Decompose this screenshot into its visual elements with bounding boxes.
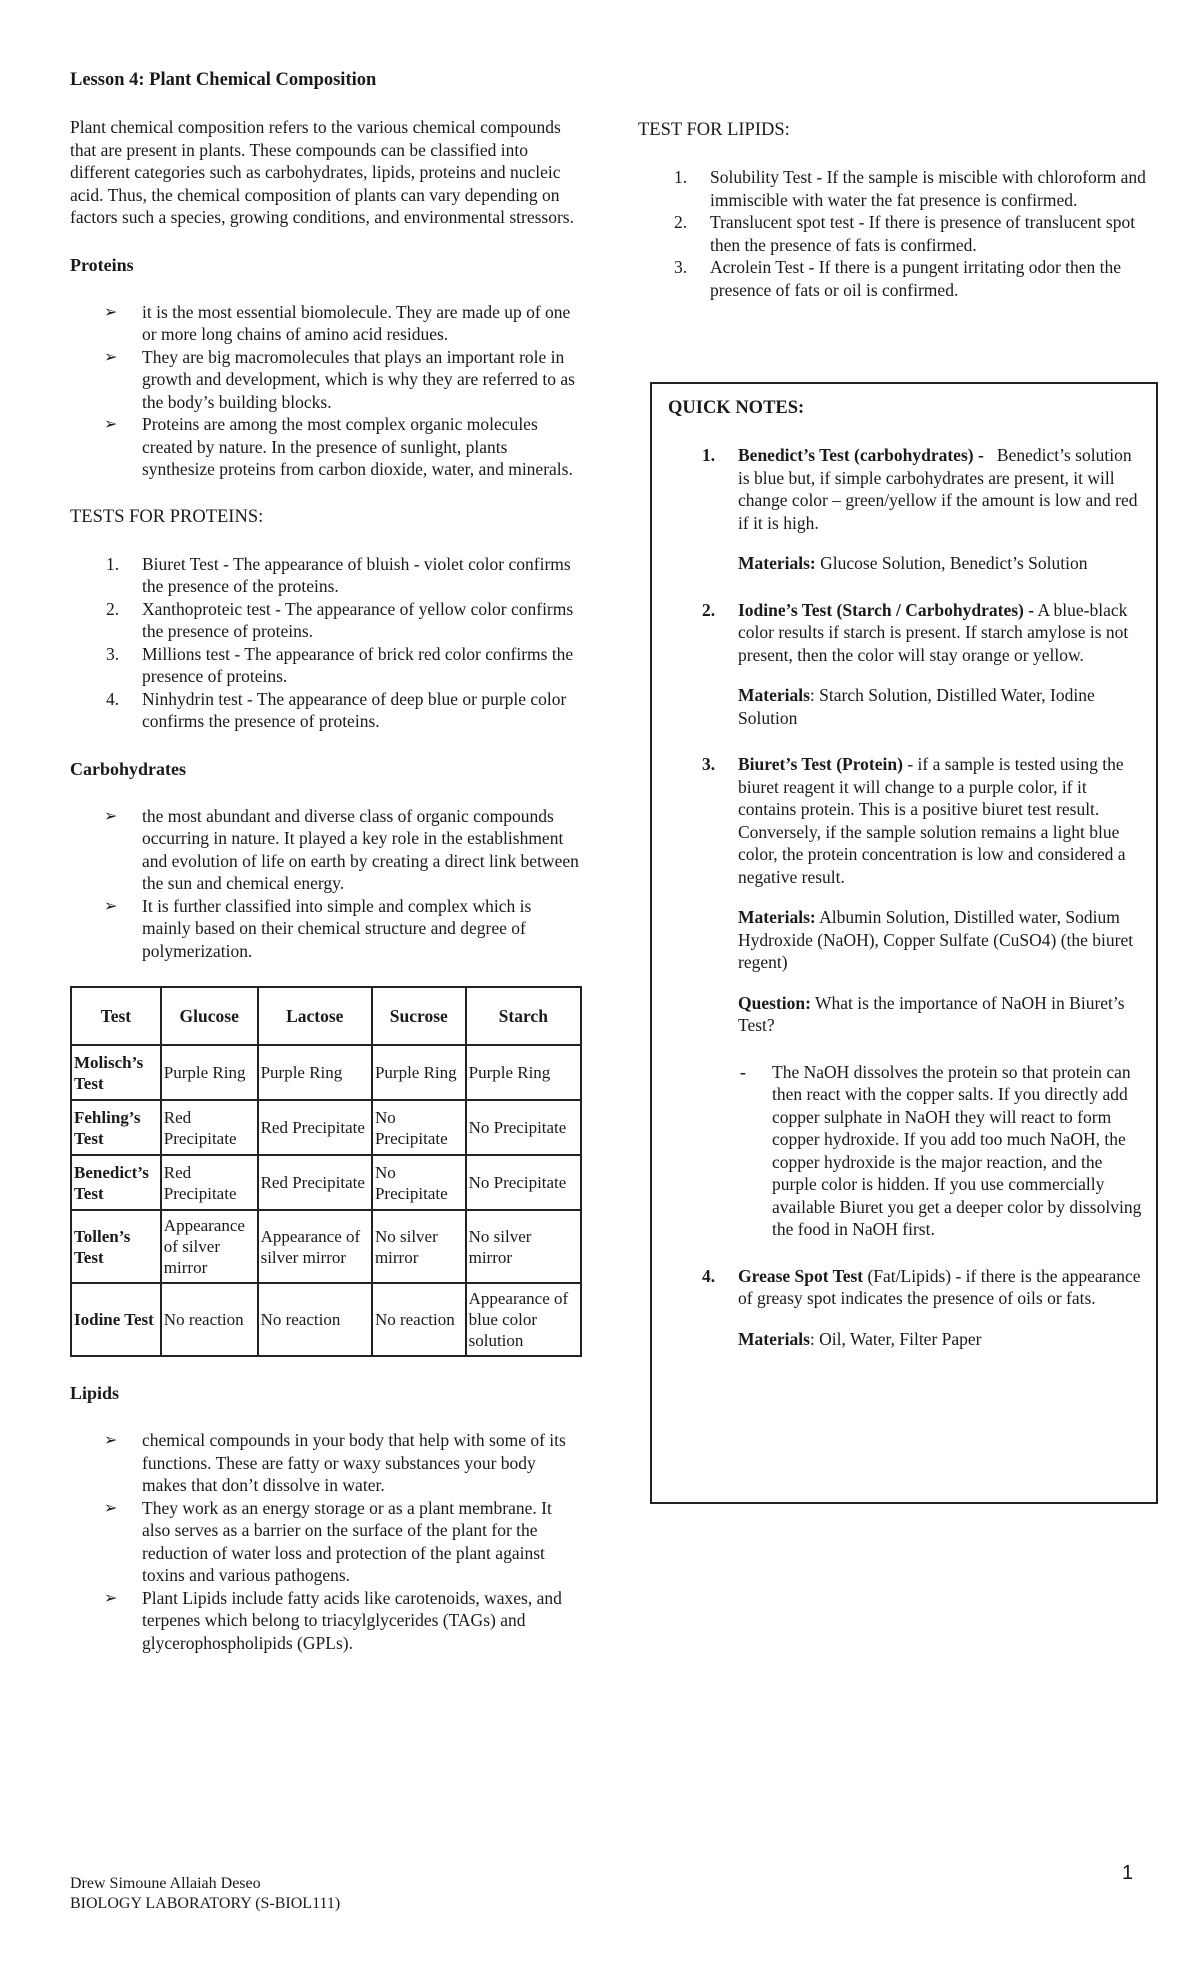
answer-item: - The NaOH dissolves the protein so that protein can then react with the copper salts. If you directly add copper sulphate in NaOH they will react to form copper hydroxide. If you add too much NaOH, the copper hydroxide is the major reaction, and the purple color is hidden. If you use commercially available Biuret you get a deeper color by dissolving the food in NaOH first. [740,1061,1142,1239]
list-item: ➢ They are big macromolecules that plays an important role in growth and development, which is why they are referred to as the body’s building blocks. [104,346,575,412]
list-item: ➢ Plant Lipids include fatty acids like carotenoids, waxes, and terpenes which belong to triacylglycerides (TAGs) and glycerophospholipids (GPLs). [104,1587,562,1653]
table-row [71,1155,581,1210]
table-cell: Appearance of silver mirror [258,1210,372,1283]
quick-note-biuret: 3. Biuret’s Test (Protein) - if a sample is tested using the biuret reagent it will change to a purple color, if it contains protein. This is a positive biuret test result. Conversely, if the sample solution remains a light blue color, the protein concentration is low and considered a negative result. [702,754,1126,887]
quick-note-benedicts: 1. Benedict’s Test (carbohydrates) - Benedict’s solution is blue but, if simple carbohydrates are present, it will change color – green/yellow if the amount is low and red if it is high. [702,445,1138,533]
arrow-bullet-icon: ➢ [104,1430,118,1449]
carbohydrate-tests-table [70,986,582,1357]
quick-note-iodine: 2. Iodine’s Test (Starch / Carbohydrates) - A blue-black color results if starch is present. If starch amylose is not present, then the color will stay orange or yellow. [702,599,1129,665]
table-header-cell: Glucose [161,987,258,1045]
list-item: 2. Translucent spot test - If there is presence of translucent spot then the presence of fats is confirmed. [674,212,1136,255]
proteins-heading: Proteins [70,254,134,275]
table-header-cell: Sucrose [372,987,466,1045]
list-item: ➢ the most abundant and diverse class of organic compounds occurring in nature. It played a key role in the establishment and evolution of life on earth by creating a direct link between the sun and chemical energy. [104,805,579,893]
table-cell: No reaction [258,1283,372,1356]
page-title: Lesson 4: Plant Chemical Composition [70,70,377,90]
lipids-heading: Lipids [70,1383,120,1403]
quick-notes-box [650,382,1158,1504]
footer-course: BIOLOGY LABORATORY (S-BIOL111) [70,1895,341,1912]
tests-for-proteins-heading: TESTS FOR PROTEINS: [70,506,264,527]
table-cell: Fehling’s Test [71,1100,161,1155]
table-cell: Appearance of silver mirror [161,1210,258,1283]
table-row [71,1283,581,1356]
page-footer [70,1874,340,1914]
table-cell: Molisch’s Test [71,1045,161,1100]
list-item: 3. Acrolein Test - If there is a pungent irritating odor then the presence of fats or oil is confirmed. [674,257,1122,300]
table-cell: Benedict’s Test [71,1155,161,1210]
proteins-list [70,301,580,481]
tests-for-proteins-list [70,553,580,733]
table-cell: Purple Ring [161,1045,258,1100]
quick-note-grease-spot: 4. Grease Spot Test (Fat/Lipids) - if there is the appearance of greasy spot indicates the presence of oils or fats. [702,1265,1141,1308]
table-cell: Red Precipitate [161,1100,258,1155]
materials-line: Materials: Starch Solution, Distilled Water, Iodine Solution [738,685,1095,728]
table-cell: No Precipitate [372,1100,466,1155]
table-cell: No reaction [372,1283,466,1356]
page-number: 1 [1122,1862,1134,1884]
list-item: 1. Biuret Test - The appearance of bluish - violet color confirms the presence of the proteins. [106,553,571,596]
arrow-bullet-icon: ➢ [104,1497,118,1517]
table-cell: No reaction [161,1283,258,1356]
quick-note-title: Benedict’s Test (carbohydrates) - [738,445,984,465]
table-cell: Red Precipitate [258,1100,372,1155]
list-item: 3. Millions test - The appearance of brick red color confirms the presence of proteins. [106,643,574,686]
table-cell: No Precipitate [466,1155,581,1210]
table-cell: Red Precipitate [258,1155,372,1210]
table-header-cell: Test [71,987,161,1045]
quick-note-title: Biuret’s Test (Protein) [738,754,903,774]
table-cell: Appearance of blue color solution [466,1283,581,1356]
materials-line: Materials: Oil, Water, Filter Paper [738,1328,982,1349]
list-item: 4. Ninhydrin test - The appearance of deep blue or purple color confirms the presence of proteins. [106,688,567,731]
right-column [638,118,1168,301]
tests-for-lipids-heading: TEST FOR LIPIDS: [638,120,790,140]
list-item: ➢ It is further classified into simple and complex which is mainly based on their chemical structure and degree of polymerization. [104,895,532,961]
table-cell: Purple Ring [372,1045,466,1100]
table-row [71,1045,581,1100]
arrow-bullet-icon: ➢ [104,414,118,433]
list-item: ➢ chemical compounds in your body that help with some of its functions. These are fatty or waxy substances your body makes that don’t dissolve in water. [104,1430,566,1495]
carbohydrates-heading: Carbohydrates [70,758,186,779]
table-cell: Purple Ring [258,1045,372,1100]
table-cell: Purple Ring [466,1045,581,1100]
list-item: ➢ Proteins are among the most complex organic molecules created by nature. In the presence of sunlight, plants synthesize proteins from carbon dioxide, water, and minerals. [104,414,573,479]
table-row [71,1210,581,1283]
quick-notes-heading: QUICK NOTES: [668,398,805,418]
table-cell: Red Precipitate [161,1155,258,1210]
table-header-row [71,987,581,1045]
table-header-cell: Starch [466,987,581,1045]
arrow-bullet-icon: ➢ [104,895,118,915]
list-item: ➢ They work as an energy storage or as a plant membrane. It also serves as a barrier on the surface of the plant for the reduction of water loss and protection of the plant against toxins and various pathogens. [104,1497,552,1585]
footer-author: Drew Simoune Allaiah Deseo [70,1875,261,1892]
intro-paragraph: Plant chemical composition refers to the various chemical compounds that are present in plants. These compounds can be classified into different categories such as carbohydrates, lipids, proteins and nucleic acid. Thus, the chemical composition of plants can vary depending on factors such a species, growing conditions, and environmental stressors. [70,117,574,227]
lipids-list [70,1429,580,1654]
table-cell: No Precipitate [466,1100,581,1155]
question-line: Question: What is the importance of NaOH in Biuret’s Test? [738,992,1125,1035]
left-column [70,68,580,1654]
list-item: 1. Solubility Test - If the sample is miscible with chloroform and immiscible with water the fat presence is confirmed. [674,167,1146,210]
arrow-bullet-icon: ➢ [104,1587,118,1607]
table-cell: Tollen’s Test [71,1210,161,1283]
table-header-cell: Lactose [258,987,372,1045]
table-cell: Iodine Test [71,1283,161,1356]
carbohydrates-list [70,805,580,963]
list-item: ➢ it is the most essential biomolecule. They are made up of one or more long chains of amino acid residues. [104,301,571,344]
arrow-bullet-icon: ➢ [104,805,118,825]
table-cell: No silver mirror [466,1210,581,1283]
table-cell: No silver mirror [372,1210,466,1283]
table-cell: No Precipitate [372,1155,466,1210]
arrow-bullet-icon: ➢ [104,346,118,366]
list-item: 2. Xanthoproteic test - The appearance of yellow color confirms the presence of proteins. [106,598,574,641]
tests-for-lipids-list [638,166,1168,301]
quick-note-title: Grease Spot Test [738,1265,864,1286]
quick-note-title: Iodine’s Test (Starch / Carbohydrates) - [738,599,1035,620]
materials-line: Materials: Albumin Solution, Distilled water, Sodium Hydroxide (NaOH), Copper Sulfate (CuSO4) (the biuret regent) [738,907,1134,972]
arrow-bullet-icon: ➢ [104,301,118,321]
table-row [71,1100,581,1155]
materials-line: Materials: Glucose Solution, Benedict’s Solution [738,553,1088,573]
